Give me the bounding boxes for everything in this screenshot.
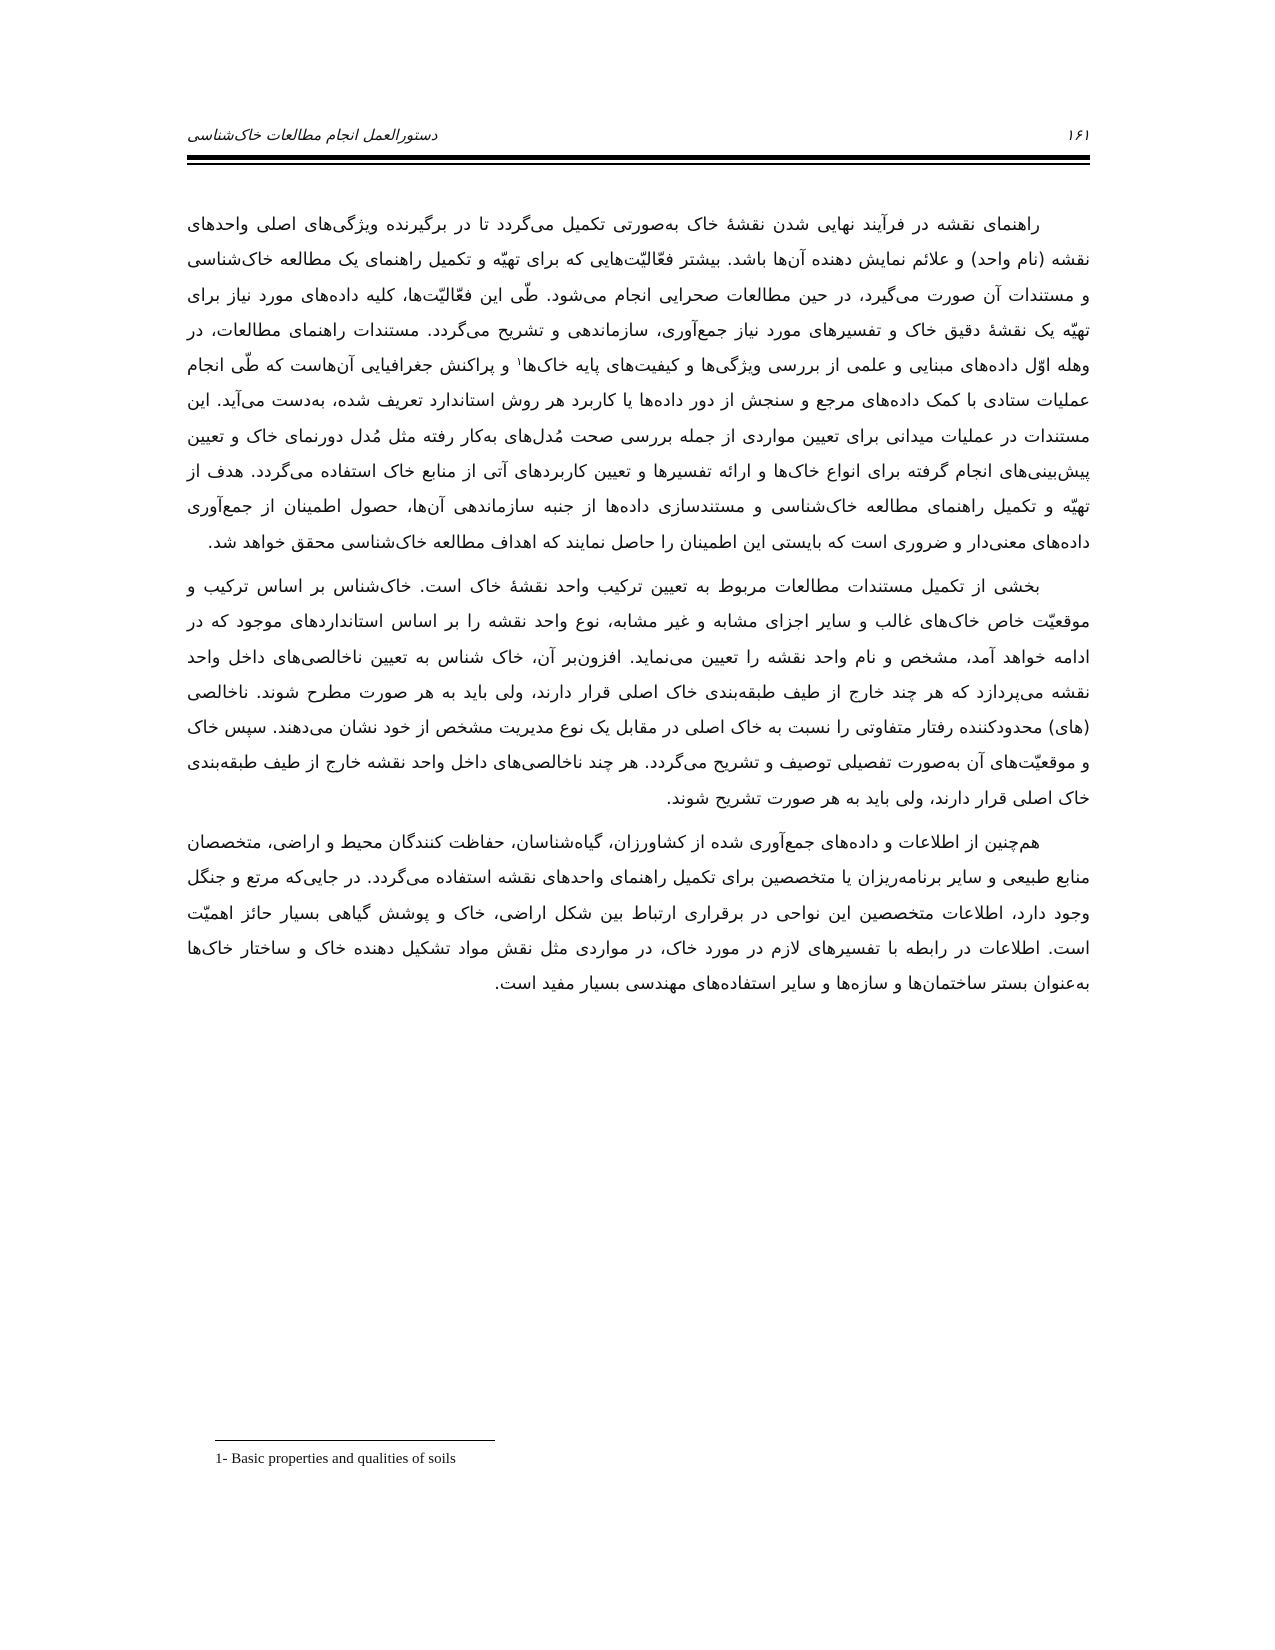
paragraph-1-part-a: راهنمای نقشه در فرآیند نهایی شدن نقشهٔ خاک به‌صورتی تکمیل می‌گردد تا در برگیرنده ویژگی‌های اصلی واحدهای نقشه (نام واحد) و علائم نمایش دهنده آن‌ها باشد. بیشتر فعّالیّت‌هایی که برای تهیّه و تکمیل راهنمای یک مطالعه خاک‌شناسی و مستندات آن صورت می‌گیرد، در حین مطالعات صحرایی انجام می‌شود. طّی این فعّالیّت‌ها، کلیه داده‌های مورد نیاز برای تهیّه یک نقشهٔ دقیق خاک و تفسیرهای مورد نیاز جمع‌آوری، سازماندهی و تشریح می‌گردد. مستندات راهنمای مطالعات، در وهله اوّل داده‌های مبنایی و علمی از بررسی ویژگی‌ها و کیفیت‌های پایه خاک‌ها bbox=[187, 215, 1090, 377]
header-rule-thin bbox=[187, 163, 1090, 165]
footnote-separator bbox=[215, 1440, 495, 1441]
running-title: دستورالعمل انجام مطالعات خاک‌شناسی bbox=[187, 126, 438, 144]
footnote-reference: ۱ bbox=[516, 355, 523, 369]
page-number: ۱۶۱ bbox=[1065, 126, 1090, 144]
paragraph-1 bbox=[187, 208, 1090, 561]
paragraph-1-part-b: و پراکنش جغرافیایی آن‌هاست که طّی انجام عملیات ستادی با کمک داده‌های مرجع و سنجش از دور داده‌ها یا کاربرد هر روش استاندارد تعریف شده، به‌دست می‌آید. این مستندات در عملیات میدانی برای تعیین مواردی از جمله بررسی صحت مُدل‌های به‌کار رفته مثل مُدل دورنمای خاک و تعیین پیش‌بینی‌های انجام گرفته برای انواع خاک‌ها و ارائه تفسیرها و تعیین کاربردهای آتی از منابع خاک استفاده می‌گردد. هدف از تهیّه و تکمیل راهنمای مطالعه خاک‌شناسی و مستندسازی داده‌ها از جنبه سازماندهی آن‌ها، حصول اطمینان از جمع‌آوری داده‌های معنی‌دار و ضروری است که بایستی این اطمینان را حاصل نمایند که اهداف مطالعه خاک‌شناسی محقق خواهد شد. bbox=[187, 356, 1090, 553]
footnote: 1- Basic properties and qualities of soils bbox=[215, 1451, 456, 1467]
header-rule-thick bbox=[187, 155, 1090, 160]
paragraph-3: هم‌چنین از اطلاعات و داده‌های جمع‌آوری شده از کشاورزان، گیاه‌شناسان، حفاظت کنندگان محیط و اراضی، متخصصان منابع طبیعی و سایر برنامه‌ریزان یا متخصصین برای تکمیل راهنمای واحدهای نقشه استفاده می‌گردد. در جایی‌که مرتع و جنگل وجود دارد، اطلاعات متخصصین این نواحی در برقراری ارتباط بین شکل اراضی، خاک و پوشش گیاهی بسیار حائز اهمیّت است. اطلاعات در رابطه با تفسیرهای لازم در مورد خاک، در مواردی مثل نقش مواد تشکیل دهنده خاک و ساختار خاک‌ها به‌عنوان بستر ساختمان‌ها و سازه‌ها و سایر استفاده‌های مهندسی بسیار مفید است. bbox=[187, 833, 1090, 995]
page-header bbox=[187, 122, 1090, 150]
body-text bbox=[187, 208, 1090, 1012]
paragraph-2: بخشی از تکمیل مستندات مطالعات مربوط به تعیین ترکیب واحد نقشهٔ خاک است. خاک‌شناس بر اساس ترکیب و موقعیّت خاص خاک‌های غالب و سایر اجزای مشابه و غیر مشابه، نوع واحد نقشه را بر اساس استانداردهای موجود که در ادامه خواهد آمد، مشخص و نام واحد نقشه را تعیین می‌نماید. افزون‌بر آن، خاک شناس به تعیین ناخالصی‌های داخل واحد نقشه می‌پردازد که هر چند خارج از طیف طبقه‌بندی خاک اصلی قرار دارند، ولی باید به هر صورت مطرح شوند. ناخالصی (های) محدودکننده رفتار متفاوتی را نسبت به خاک اصلی در مقابل یک نوع مدیریت مشخص از خود نشان می‌دهند. سپس خاک و موقعیّت‌های آن به‌صورت تفصیلی توصیف و تشریح می‌گردد. هر چند ناخالصی‌های داخل واحد نقشه خارج از طیف طبقه‌بندی خاک اصلی قرار دارند، ولی باید به هر صورت تشریح شوند. bbox=[187, 576, 1090, 809]
